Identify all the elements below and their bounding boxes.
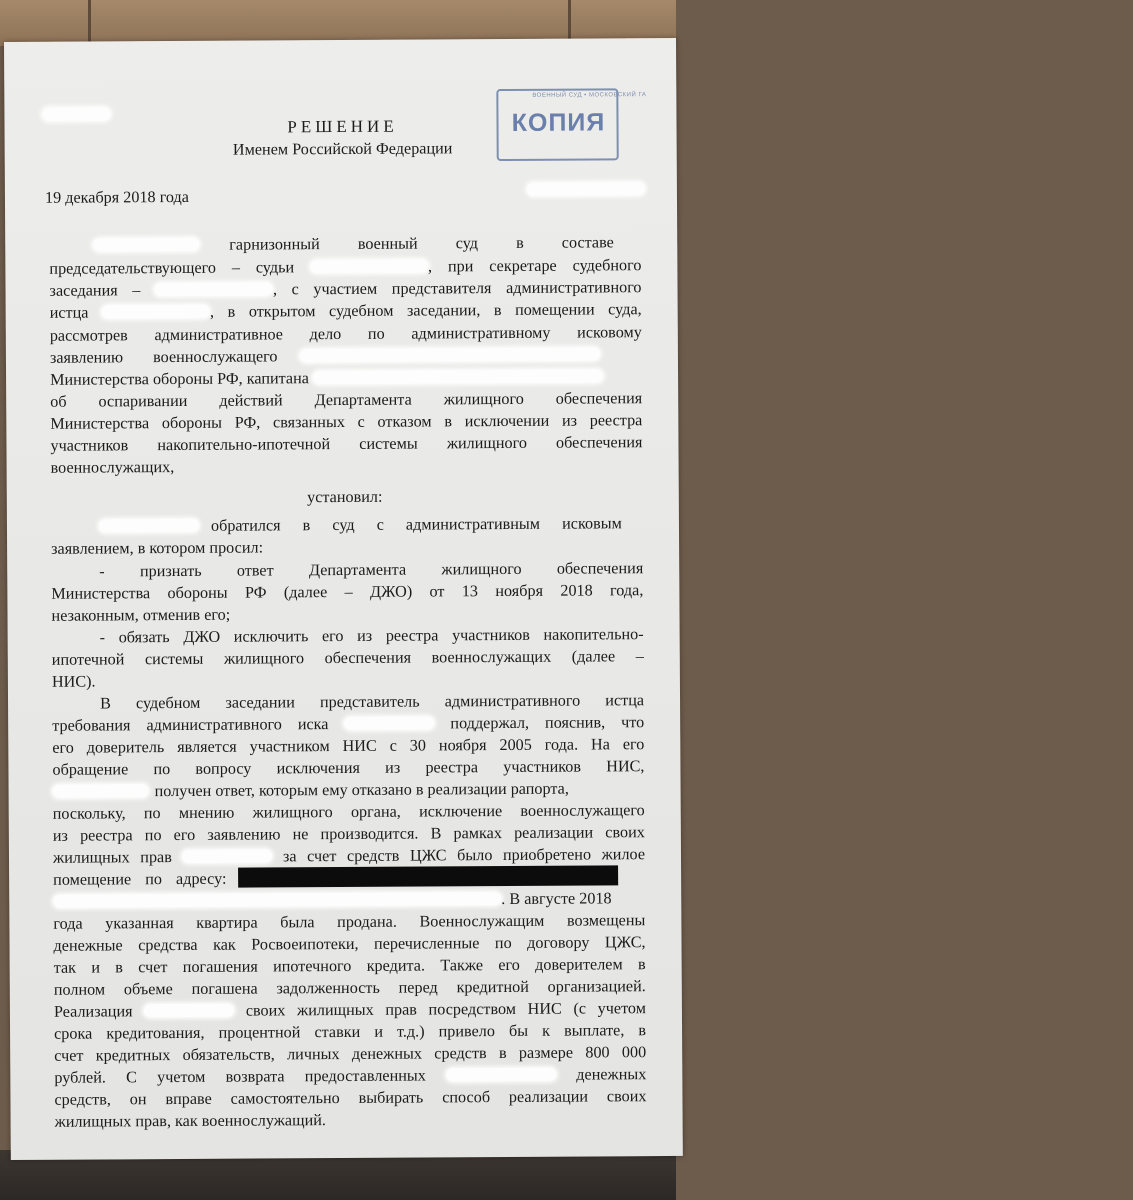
text-line: получен ответ, которым ему отказано в реализации рапорта, [53,777,653,803]
wall-seam [88,0,91,46]
text-line: жилищных прав, как военнослужащий. [54,1111,326,1131]
document-subtitle: Именем Российской Федерации [232,139,453,159]
text-line: заседания – , с участием представителя административного [49,278,642,300]
text-line: Министерства обороны РФ, связанных с отказом в исключении из реестра [50,411,643,433]
text-line: требования административного иска поддержал, пояснив, что [52,713,645,735]
text-line: поскольку, по мнению жилищного органа, исключение военнослужащего [52,801,645,823]
text-line: заявлением, в котором просил: [51,538,264,558]
text-line: денежные средства как Росвоеипотеки, перечисленные по договору ЦЖС, [53,933,646,955]
text-line: рублей. С учетом возврата предоставленных денежных [54,1065,647,1087]
text-line: незаконным, отменив его; [51,605,231,625]
text-line: Министерства обороны РФ, капитана [50,365,650,391]
text-line: - обязать ДЖО исключить его из реестра участников накопительно- [99,625,644,647]
text-line: полном объеме погашена задолженность перед кредитной организацией. [53,977,646,999]
redaction [527,175,1127,201]
document-title: РЕШЕНИЕ [287,116,398,137]
section-heading: установил: [307,487,383,507]
text-line: НИС). [51,672,96,691]
text-line: об оспаривании действий Департамента жилищного обеспечения [50,389,643,411]
text-line: военнослужащих, [50,458,175,477]
text-line: срока кредитования, процентной ставки и т.д.) привело бы к выплате, в [54,1021,647,1043]
text-line: средств, он вправе самостоятельно выбирать способ реализации своих [54,1087,647,1109]
text-line: года указанная квартира была продана. Военнослужащим возмещены [53,911,646,933]
text-line: ипотечной системы жилищного обеспечения военнослужащих (далее – [51,647,644,669]
text-line: помещение по адресу: [53,865,653,891]
stamp-word: КОПИЯ [511,108,606,137]
text-line: жилищных прав за счет средств ЦЖС было приобретено жилое [52,845,646,867]
text-line: председательствующего – судьи , при секретаре судебного [49,256,642,278]
text-line: истца , в открытом судебном заседании, в помещении суда, [49,300,642,322]
text-line: счет кредитных обязательств, личных денежных средств в размере 800 000 [54,1043,647,1065]
text-line: обращение по вопросу исключения из реестра участников НИС, [52,757,645,779]
text-line: заявлению военнослужащего [50,343,650,369]
text-line: . В августе 2018 [53,887,653,913]
text-line: рассмотрев административное дело по административному исковому [49,323,642,345]
text-line: обратился в суд с административным исковым [99,512,643,537]
text-line: так и в счет погашения ипотечного кредита. Также его доверителем в [53,955,646,977]
text-line: гарнизонный военный суд в составе [93,231,641,256]
text-line: участников накопительно-ипотечной системы жилищного обеспечения [50,433,643,455]
text-line: - признать ответ Департамента жилищного обеспечения [99,559,644,581]
text-line: Реализация своих жилищных прав посредством НИС (с учетом [53,999,646,1021]
stamp-text: ВОЕННЫЙ СУД • МОСКОВСКИЙ ГА [532,92,647,99]
document-page [4,38,683,1160]
text-line: из реестра по его заявлению не производится. В рамках реализации своих [52,823,645,845]
redaction-bar [238,865,618,887]
text-line: его доверитель является участником НИС с 30 ноября 2005 года. На его [52,735,645,757]
text-line: Министерства обороны РФ (далее – ДЖО) от 13 ноября 2018 года, [51,581,644,603]
document-date: 19 декабря 2018 года [44,187,190,207]
text-line: В судебном заседании представитель административного истца [99,691,645,713]
